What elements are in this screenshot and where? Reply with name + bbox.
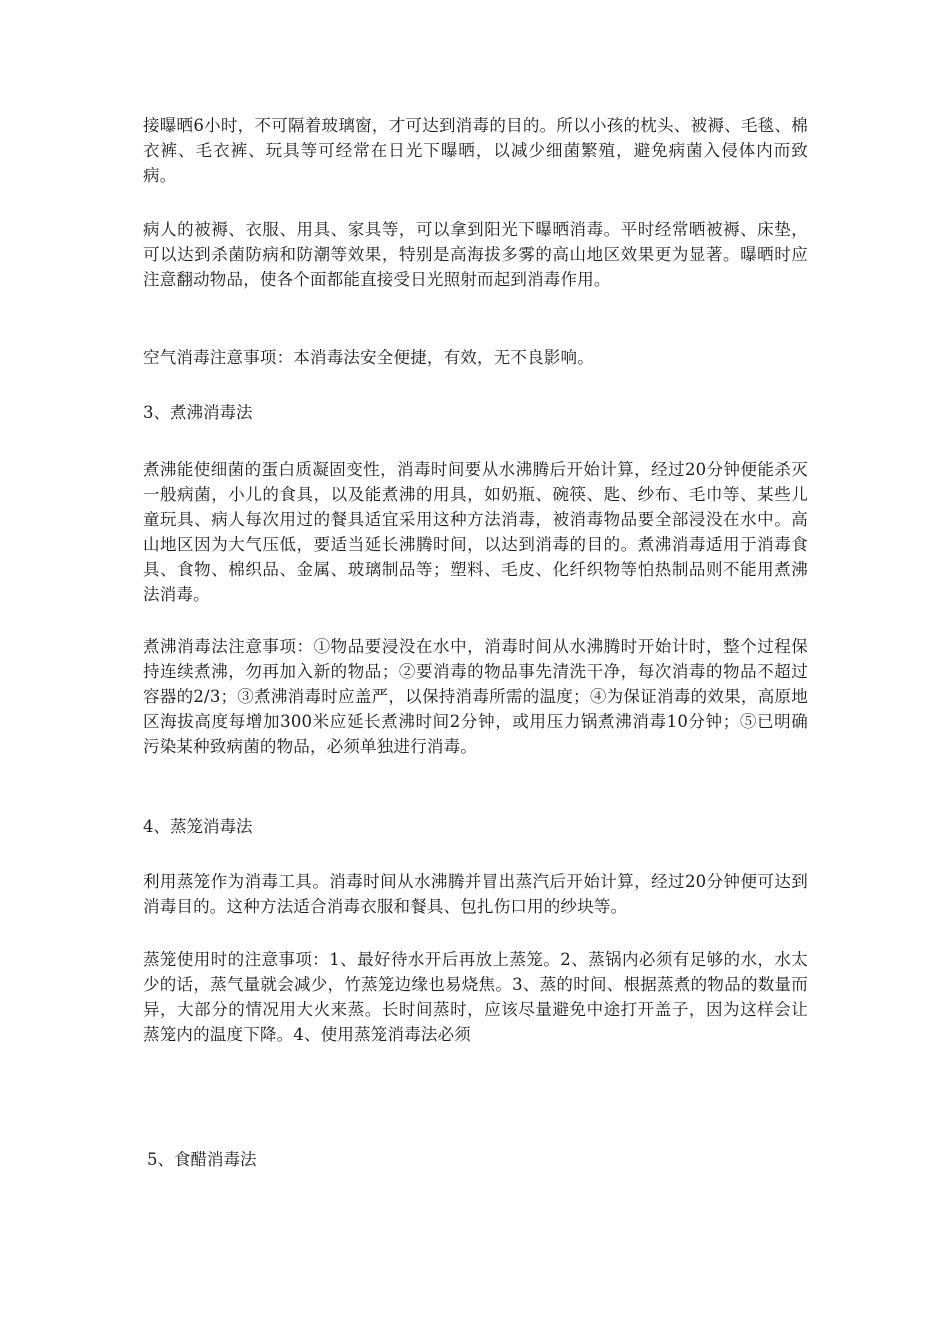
section-heading-steamer: 4、蒸笼消毒法	[143, 817, 253, 836]
paragraph-patient-bedding: 病人的被褥、衣服、用具、家具等，可以拿到阳光下曝晒消毒。平时经常晒被褥、床垫，可以达到杀菌防病和防潮等效果，特别是高海拔多雾的高山地区效果更为显著。曝晒时应注意翻动物品，使各个面都能直接受日光照射而起到消毒作用。	[143, 220, 808, 289]
section-heading-boiling: 3、煮沸消毒法	[143, 403, 253, 422]
section-heading-vinegar: 5、食醋消毒法	[147, 1150, 257, 1169]
paragraph-air-disinfection-notes: 空气消毒注意事项：本消毒法安全便捷，有效，无不良影响。	[143, 348, 594, 367]
paragraph-boiling-notes: 煮沸消毒法注意事项：①物品要浸没在水中，消毒时间从水沸腾时开始计时，整个过程保持连续煮沸，勿再加入新的物品；②要消毒的物品事先清洗干净，每次消毒的物品不超过容器的2/3；③煮沸消毒时应盖严，以保持消毒所需的温度；④为保证消毒的效果，高原地区海拔高度每增加300米应延长煮沸时间2分钟，或用压力锅煮沸消毒10分钟；⑤已明确污染某种致病菌的物品，必须单独进行消毒。	[143, 637, 808, 756]
paragraph-boiling-method: 煮沸能使细菌的蛋白质凝固变性，消毒时间要从水沸腾后开始计算，经过20分钟便能杀灭一般病菌，小儿的食具，以及能煮沸的用具，如奶瓶、碗筷、匙、纱布、毛巾等、某些儿童玩具、病人每次用过的餐具适宜采用这种方法消毒，被消毒物品要全部浸没在水中。高山地区因为大气压低，要适当延长沸腾时间，以达到消毒的目的。煮沸消毒适用于消毒食具、食物、棉织品、金属、玻璃制品等；塑料、毛皮、化纤织物等怕热制品则不能用煮沸法消毒。	[143, 460, 808, 604]
paragraph-sunlight-exposure: 接曝晒6小时，不可隔着玻璃窗，才可达到消毒的目的。所以小孩的枕头、被褥、毛毯、棉衣裤、毛衣裤、玩具等可经常在日光下曝晒，以减少细菌繁殖，避免病菌入侵体内而致病。	[143, 116, 808, 185]
paragraph-steamer-notes: 蒸笼使用时的注意事项：1、最好待水开后再放上蒸笼。2、蒸锅内必须有足够的水，水太少的话，蒸气量就会减少，竹蒸笼边缘也易烧焦。3、蒸的时间、根据蒸煮的物品的数量而异，大部分的情况用大火来蒸。长时间蒸时，应该尽量避免中途打开盖子，因为这样会让蒸笼内的温度下降。4、使用蒸笼消毒法必须	[143, 950, 808, 1044]
paragraph-steamer-method: 利用蒸笼作为消毒工具。消毒时间从水沸腾并冒出蒸汽后开始计算，经过20分钟便可达到消毒目的。这种方法适合消毒衣服和餐具、包扎伤口用的纱块等。	[143, 872, 808, 916]
